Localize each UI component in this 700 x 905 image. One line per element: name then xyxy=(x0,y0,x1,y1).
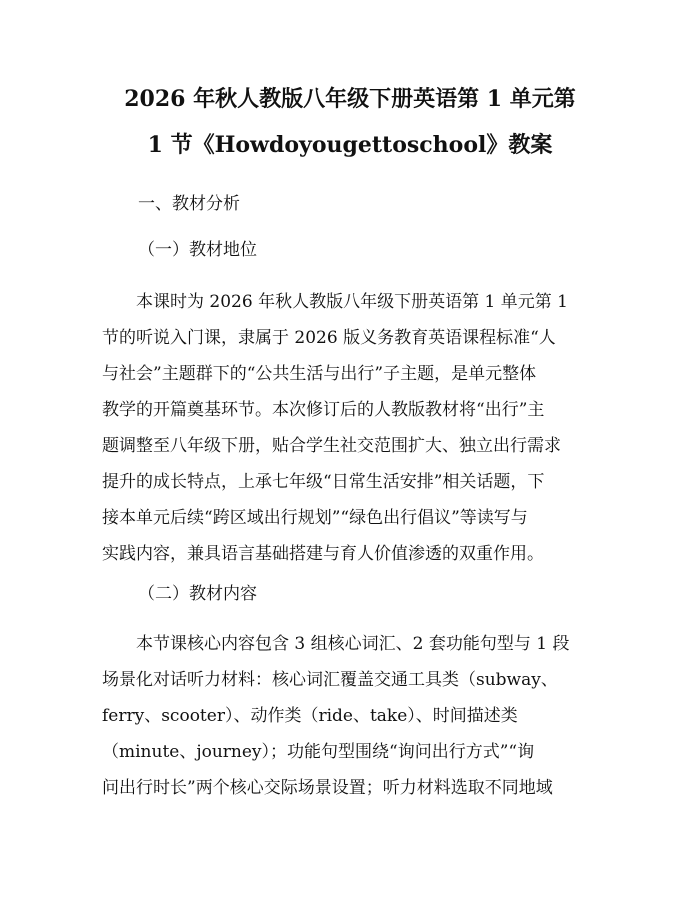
paragraph-line: 场景化对话听力材料：核心词汇覆盖交通工具类（subway、 xyxy=(102,670,558,690)
paragraph-line: 实践内容，兼具语言基础搭建与育人价值渗透的双重作用。 xyxy=(102,544,544,564)
paragraph-line: 教学的开篇奠基环节。本次修订后的人教版教材将“出行”主 xyxy=(102,400,545,420)
section-heading-teaching-material-analysis: 一、教材分析 xyxy=(138,194,240,214)
paragraph-line: ferry、scooter）、动作类（ride、take）、时间描述类 xyxy=(102,706,518,726)
paragraph-line: 提升的成长特点，上承七年级“日常生活安排”相关话题，下 xyxy=(102,472,545,492)
paragraph-line: （minute、journey）；功能句型围绕“询问出行方式”“询 xyxy=(102,742,535,762)
subsection-heading-material-position: （一）教材地位 xyxy=(138,240,257,260)
paragraph-line: 与社会”主题群下的“公共生活与出行”子主题，是单元整体 xyxy=(102,364,537,384)
paragraph-line: 题调整至八年级下册，贴合学生社交范围扩大、独立出行需求 xyxy=(102,436,561,456)
paragraph-line: 本节课核心内容包含 3 组核心词汇、2 套功能句型与 1 段 xyxy=(102,634,570,654)
document-title-line-2: 1 节《Howdoyougettoschool》教案 xyxy=(147,132,553,158)
paragraph-material-content xyxy=(102,626,612,806)
paragraph-line: 接本单元后续“跨区域出行规划”“绿色出行倡议”等读写与 xyxy=(102,508,528,528)
subsection-heading-material-content: （二）教材内容 xyxy=(138,584,257,604)
document-title-line-1: 2026 年秋人教版八年级下册英语第 1 单元第 xyxy=(124,86,576,112)
paragraph-line: 节的听说入门课，隶属于 2026 版义务教育英语课程标准“人 xyxy=(102,328,556,348)
paragraph-material-position xyxy=(102,284,612,572)
paragraph-line: 问出行时长”两个核心交际场景设置；听力材料选取不同地域 xyxy=(102,778,553,798)
paragraph-line: 本课时为 2026 年秋人教版八年级下册英语第 1 单元第 1 xyxy=(102,292,568,312)
